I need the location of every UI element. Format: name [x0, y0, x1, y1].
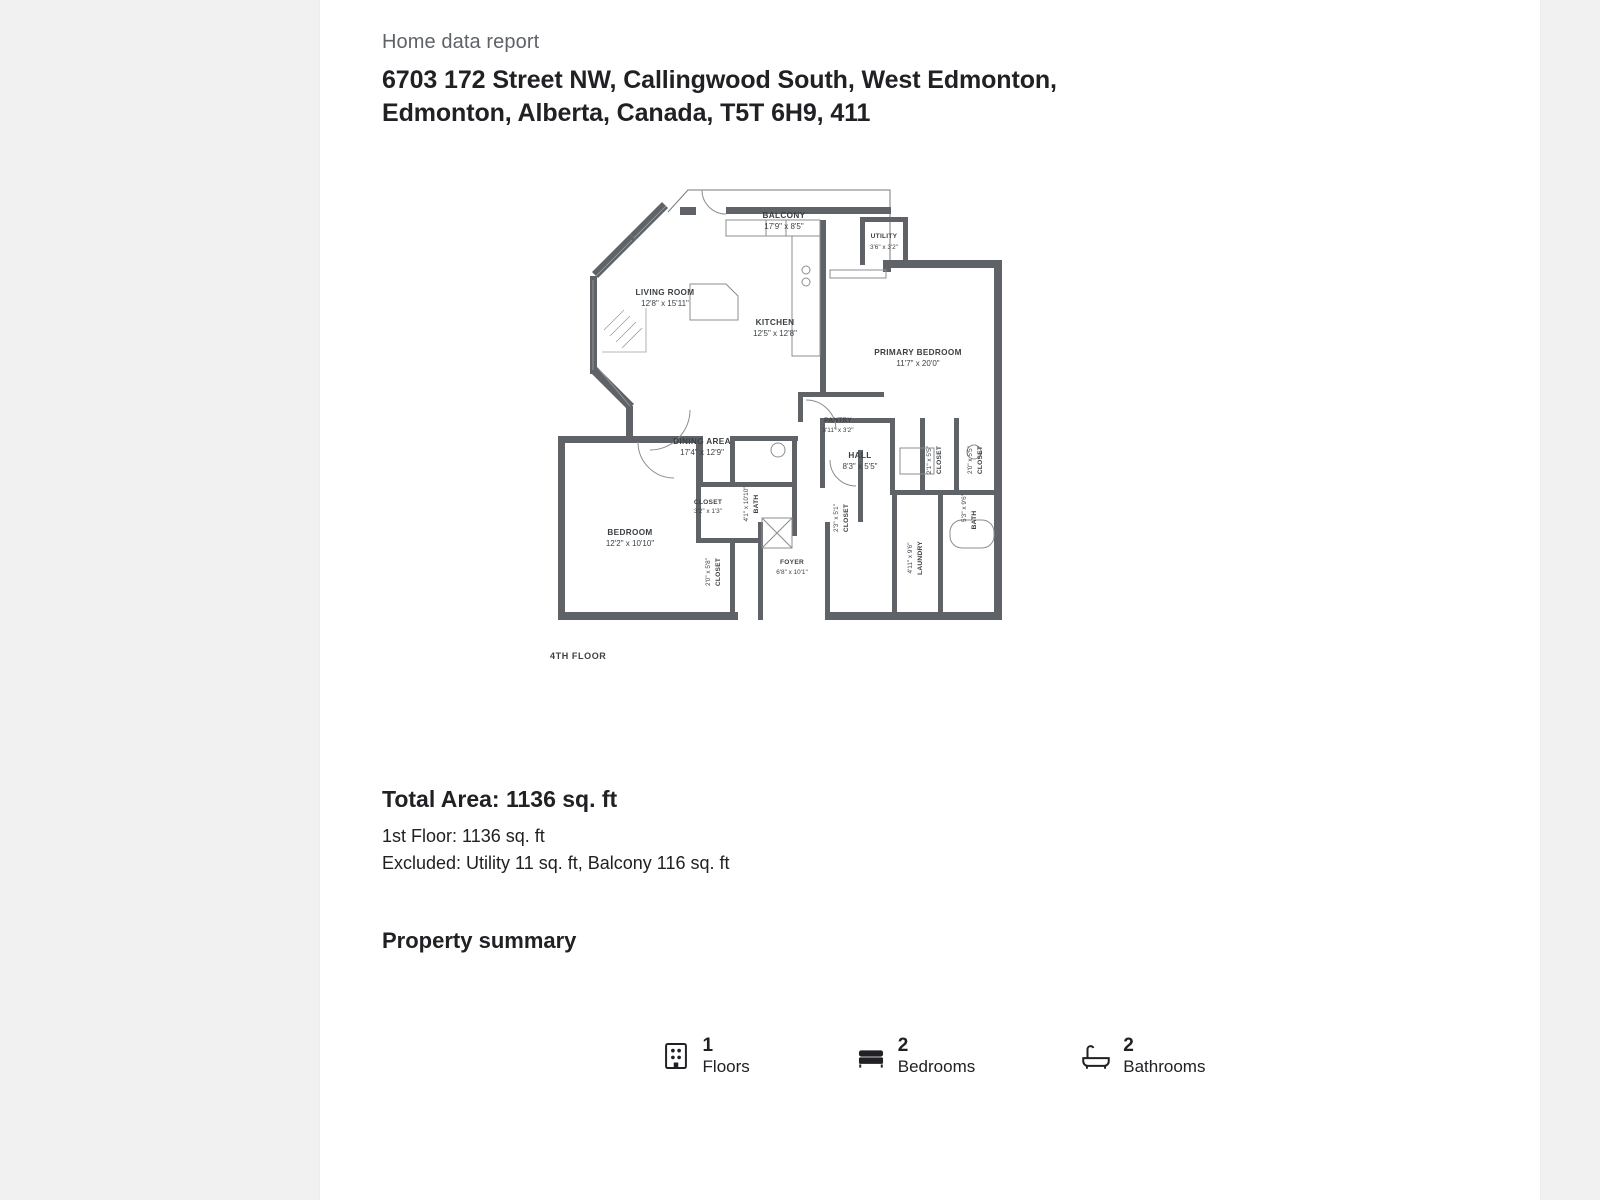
svg-text:2'1" x 5'5": 2'1" x 5'5": [926, 446, 933, 474]
bathtub-icon: [1079, 1039, 1113, 1073]
floor-area: 1st Floor: 1136 sq. ft: [382, 826, 545, 846]
property-stats: [382, 1036, 1482, 1075]
svg-text:12'5" x 12'8": 12'5" x 12'8": [753, 329, 797, 338]
page-title: 6703 172 Street NW, Callingwood South, West Edmonton, Edmonton, Alberta, Canada, T5T 6H9, 411: [382, 66, 1057, 127]
svg-text:LAUNDRY: LAUNDRY: [917, 541, 924, 575]
svg-text:CLOSET: CLOSET: [936, 445, 943, 475]
svg-text:BATH: BATH: [753, 494, 760, 514]
property-summary-heading: Property summary: [382, 928, 577, 953]
stat-value: 2: [897, 1035, 909, 1056]
svg-text:11'7" x 20'0": 11'7" x 20'0": [896, 359, 940, 368]
report-page: [320, 0, 1540, 1200]
svg-text:CLOSET: CLOSET: [693, 499, 723, 506]
svg-text:DINING AREA: DINING AREA: [673, 437, 731, 446]
svg-text:BALCONY: BALCONY: [762, 211, 806, 220]
svg-text:CLOSET: CLOSET: [843, 503, 850, 533]
report-kicker: Home data report: [382, 31, 540, 53]
stat-value: 2: [1123, 1035, 1134, 1056]
svg-text:5'3" x 9'6": 5'3" x 9'6": [961, 494, 968, 522]
svg-text:BEDROOM: BEDROOM: [607, 528, 653, 537]
svg-text:4'11" x 9'6": 4'11" x 9'6": [907, 542, 914, 574]
svg-text:12'8" x 15'11": 12'8" x 15'11": [641, 299, 689, 308]
svg-text:12'2" x 10'10": 12'2" x 10'10": [605, 539, 655, 548]
svg-text:3'2" x 1'3": 3'2" x 1'3": [694, 508, 722, 515]
svg-text:17'9" x 8'5": 17'9" x 8'5": [764, 222, 804, 231]
stat-label: Bedrooms: [897, 1057, 976, 1076]
svg-text:4'1" x 10'10": 4'1" x 10'10": [743, 486, 750, 522]
stat-value: 1: [702, 1035, 714, 1056]
svg-text:6'8" x 10'1": 6'8" x 10'1": [776, 569, 808, 576]
total-area: Total Area: 1136 sq. ft: [382, 786, 618, 812]
stat-label: Floors: [702, 1057, 750, 1076]
svg-text:3'11" x 3'2": 3'11" x 3'2": [822, 427, 854, 434]
svg-text:2'0" x 5'5": 2'0" x 5'5": [967, 446, 974, 474]
svg-text:CLOSET: CLOSET: [977, 445, 984, 475]
floor-plan: [530, 160, 1230, 670]
svg-text:LIVING ROOM: LIVING ROOM: [635, 288, 695, 297]
svg-text:17'4" x 12'9": 17'4" x 12'9": [680, 448, 724, 457]
svg-text:UTILITY: UTILITY: [870, 233, 898, 240]
stat-bedrooms: [854, 1036, 975, 1075]
svg-text:CLOSET: CLOSET: [715, 557, 722, 587]
svg-text:BATH: BATH: [971, 510, 978, 530]
svg-text:8'3" x 5'5": 8'3" x 5'5": [842, 462, 878, 471]
svg-text:2'3" x 5'1": 2'3" x 5'1": [833, 504, 840, 532]
svg-text:HALL: HALL: [848, 451, 872, 460]
svg-text:PRIMARY BEDROOM: PRIMARY BEDROOM: [874, 348, 962, 357]
stat-floors: [659, 1036, 750, 1075]
svg-text:2'0" x 5'8": 2'0" x 5'8": [705, 558, 712, 586]
bed-icon: [854, 1039, 888, 1073]
svg-text:FOYER: FOYER: [780, 559, 804, 566]
svg-text:3'6" x 3'2": 3'6" x 3'2": [870, 244, 898, 251]
stat-bathrooms: [1079, 1036, 1205, 1075]
stat-label: Bathrooms: [1123, 1057, 1206, 1076]
svg-text:PANTRY: PANTRY: [824, 417, 852, 424]
svg-text:KITCHEN: KITCHEN: [755, 318, 795, 327]
floor-label: 4TH FLOOR: [550, 651, 607, 661]
excluded-area: Excluded: Utility 11 sq. ft, Balcony 116 sq. ft: [382, 853, 730, 873]
building-icon: [659, 1039, 693, 1073]
